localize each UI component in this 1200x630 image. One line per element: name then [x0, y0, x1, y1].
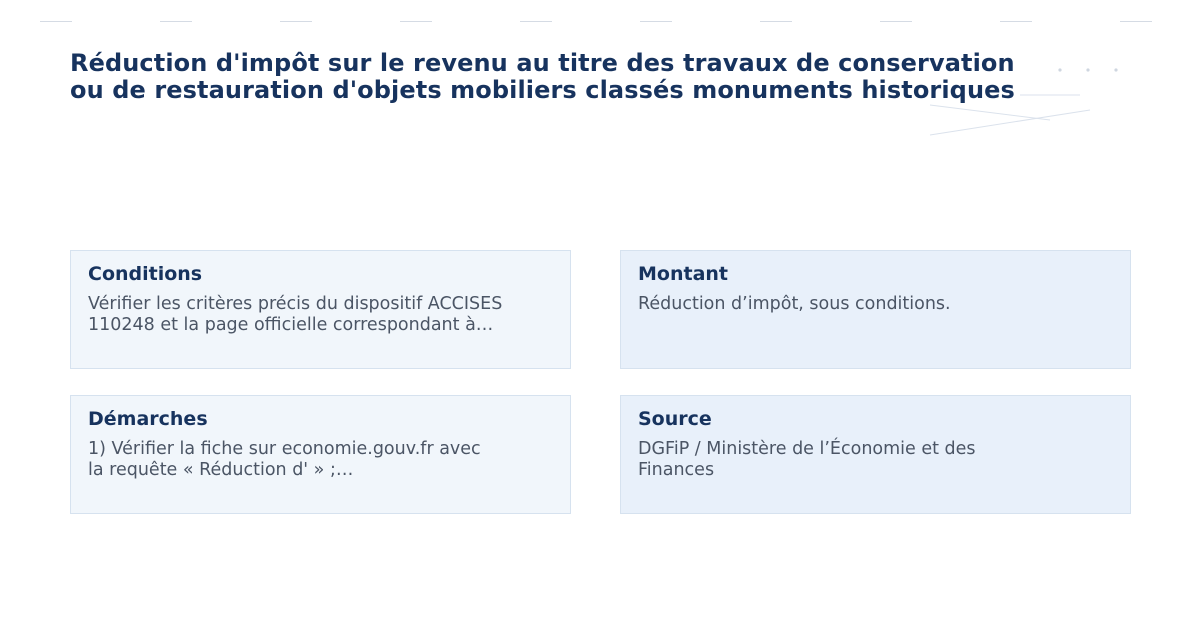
- demarches-card: [70, 395, 571, 514]
- conditions-card-text-line-2: 110248 et la page officielle correspondant à…: [88, 315, 494, 335]
- source-card: [620, 395, 1131, 514]
- conditions-card-title: Conditions: [88, 263, 203, 285]
- source-card-text-line-2: Finances: [638, 460, 715, 480]
- montant-card: [620, 250, 1131, 369]
- demarches-card-text-line-2: la requête « Réduction d' » ;…: [88, 460, 354, 480]
- top-dash-decoration: [40, 21, 1160, 23]
- source-card-title: Source: [638, 408, 712, 430]
- conditions-card: [70, 250, 571, 369]
- montant-card-text-line-1: Réduction d’impôt, sous conditions.: [638, 294, 951, 314]
- page-title: [70, 50, 1070, 104]
- demarches-card-title: Démarches: [88, 408, 208, 430]
- conditions-card-text-line-1: Vérifier les critères précis du dispositif ACCISES: [88, 294, 503, 314]
- page-title-line-2: ou de restauration d'objets mobiliers classés monuments historiques: [70, 76, 1015, 104]
- source-card-text-line-1: DGFiP / Ministère de l’Économie et des: [638, 439, 976, 459]
- page-title-line-1: Réduction d'impôt sur le revenu au titre des travaux de conservation: [70, 49, 1015, 77]
- montant-card-title: Montant: [638, 263, 728, 285]
- demarches-card-text-line-1: 1) Vérifier la fiche sur economie.gouv.fr avec: [88, 439, 481, 459]
